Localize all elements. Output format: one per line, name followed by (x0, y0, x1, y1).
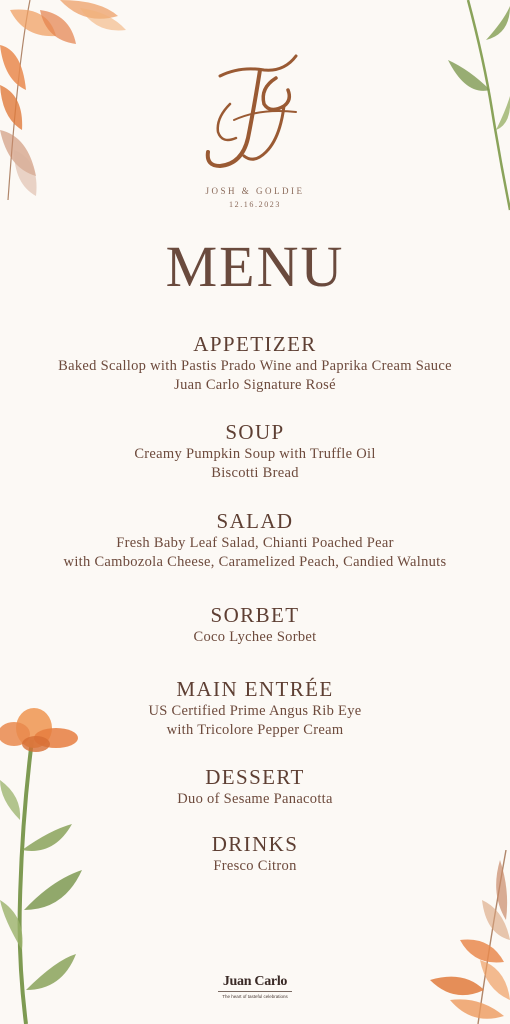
menu-section-salad (0, 508, 510, 572)
section-heading: SORBET (210, 603, 300, 627)
menu-item-line: Coco Lychee Sorbet (193, 629, 317, 645)
menu-item-line: Juan Carlo Signature Rosé (174, 377, 336, 393)
section-heading: APPETIZER (193, 332, 317, 356)
menu-section-soup (0, 419, 510, 483)
couple-names: JOSH & GOLDIE (205, 186, 305, 196)
menu-item-line: Fresh Baby Leaf Salad, Chianti Poached Pear (116, 535, 394, 551)
brand-tagline: The heart of tasteful celebrations (222, 994, 288, 999)
section-heading: SALAD (216, 509, 294, 533)
section-heading: SOUP (225, 420, 285, 444)
orange-leaves-top-left-icon (0, 0, 130, 200)
menu-section-appetizer (0, 331, 510, 395)
menu-item-line: with Tricolore Pepper Cream (166, 722, 344, 738)
menu-item-line: Biscotti Bread (211, 465, 299, 481)
section-heading: DRINKS (211, 832, 299, 856)
brand-name: Juan Carlo (222, 974, 288, 989)
section-heading: DESSERT (205, 765, 305, 789)
menu-section-dessert (0, 764, 510, 809)
brand-divider (218, 991, 292, 992)
menu-item-line: Baked Scallop with Pastis Prado Wine and Paprika Cream Sauce (58, 358, 452, 374)
brand-logo (0, 974, 510, 1000)
menu-item-line: US Certified Prime Angus Rib Eye (148, 703, 362, 719)
event-date: 12.16.2023 (229, 200, 281, 209)
menu-section-main-entree (0, 676, 510, 740)
section-heading: MAIN ENTRÉE (176, 677, 334, 701)
jg-monogram-icon (200, 48, 310, 174)
menu-item-line: with Cambozola Cheese, Caramelized Peach, Candied Walnuts (63, 554, 447, 570)
page-title: MENU (165, 234, 345, 299)
menu-section-drinks (0, 831, 510, 876)
menu-item-line: Creamy Pumpkin Soup with Truffle Oil (134, 446, 376, 462)
menu-item-line: Fresco Citron (213, 858, 297, 874)
menu-section-sorbet (0, 602, 510, 647)
menu-item-line: Duo of Sesame Panacotta (177, 791, 333, 807)
